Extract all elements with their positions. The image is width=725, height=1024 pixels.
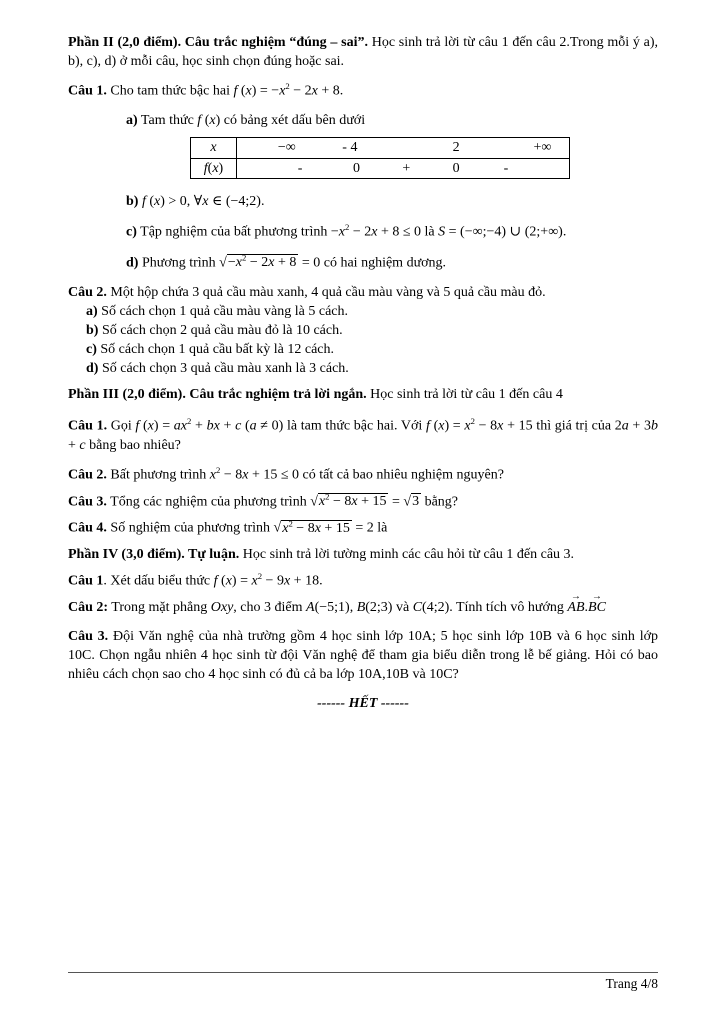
part4-cau3: Câu 3. Đội Văn nghệ của nhà trường gồm 4 học sinh lớp 10A; 5 học sinh lớp 10B và 6 học sinh lớp 10C. Chọn ngẫu nhiên 4 học sinh từ đội Văn nghệ để tham gia biểu diễn trong lễ bế giảng. Hỏi có bao nhiêu cách chọn sao cho 4 học sinh có đủ cả ba lớp 10A,10B và 10C? — [68, 628, 658, 682]
page-number: Trang 4/8 — [605, 976, 658, 991]
part4-cau1: Câu 1. Xét dấu biểu thức f $(x) = x^2 - 9x + 18$. — [68, 571, 323, 589]
sign-cell-zero-1: 0 — [353, 160, 361, 176]
part2-cau1: Câu 1. Cho tam thức bậc hai f $(x) = -x^2 - 2x + 8$. — [68, 81, 344, 99]
part2-cau1-item-d: d) Phương trình $√-x^2 - 2x + 8 = 0$ có hai nghiệm dương. — [126, 252, 447, 271]
part2-cau1-item-c: c) Tập nghiệm của bất phương trình $-x^2 - 2x + 8 \le 0$ là S = (−∞;−4) ∪ (2;+∞). — [126, 221, 567, 240]
sign-table-label-fx: f(x) — [191, 159, 237, 178]
part2-cau2-item-d: d) Số cách chọn 3 quả cầu màu xanh là 3 cách. — [86, 361, 349, 377]
sign-cell-minus-four: - 4 — [342, 139, 358, 155]
sign-cell-minus-2: - — [503, 160, 509, 176]
part4-heading: Phần IV (3,0 điểm). Tự luận. Học sinh trả lời tường minh các câu hỏi từ câu 1 đến câu 3. — [68, 547, 575, 563]
part3-cau1: Câu 1. Gọi f $(x) = ax^2$ + bx + c (a ≠ 0) là tam thức bậc hai. Với f $(x) = x^2 - 8x + 15$ thì giá trị của 2a + 3b + c bằng bao nhiêu? — [68, 416, 658, 454]
sign-cell-two: 2 — [452, 139, 460, 155]
sign-table — [190, 137, 570, 179]
sign-cell-neg-infinity: −∞ — [277, 139, 296, 155]
part3-cau2: Câu 2. Bất phương trình $x^2 - 8x + 15 \le 0$ có tất cả bao nhiêu nghiệm nguyên? — [68, 465, 504, 483]
part2-cau2-item-b: b) Số cách chọn 2 quả cầu màu đỏ là 10 cách. — [86, 323, 343, 339]
sign-table-row-fx — [191, 158, 569, 178]
part3-cau3: Câu 3. Tổng các nghiệm của phương trình $√x^2 - 8x + 15 = √3$ bằng? — [68, 491, 459, 510]
part2-cau2: Câu 2. Một hộp chứa 3 quả cầu màu xanh, 4 quả cầu màu vàng và 5 quả cầu màu đỏ. — [68, 285, 546, 301]
sign-cell-zero-2: 0 — [452, 160, 460, 176]
end-marker: ------ HẾT ------ — [317, 696, 409, 711]
sign-cell-pos-infinity: +∞ — [533, 139, 552, 155]
part2-cau2-item-c: c) Số cách chọn 1 quả cầu bất kỳ là 12 cách. — [86, 342, 335, 358]
part2-cau1-item-a: a) Tam thức f (x) có bảng xét dấu bên dưới — [126, 112, 366, 128]
part2-cau1-item-b: b) f (x) > 0, ∀x ∈ (−4;2). — [126, 193, 265, 209]
sign-table-values-x — [237, 138, 569, 158]
sign-table-row-x — [191, 138, 569, 158]
sign-table-values-fx — [237, 159, 569, 178]
part2-cau2-item-a: a) Số cách chọn 1 quả cầu màu vàng là 5 cách. — [86, 304, 349, 320]
part4-cau2: Câu 2: Trong mặt phẳng Oxy, cho 3 điểm A(−5;1), B(2;3) và C(4;2). Tính tích vô hướng AB →.BC → — [68, 598, 658, 617]
sign-cell-minus-1: - — [297, 160, 303, 176]
part3-heading: Phần III (2,0 điểm). Câu trắc nghiệm trả lời ngắn. Học sinh trả lời từ câu 1 đến câu 4 — [68, 387, 563, 403]
sign-table-label-x: x — [191, 138, 237, 158]
part2-heading: Phần II (2,0 điểm). Câu trắc nghiệm “đúng – sai”. Học sinh trả lời từ câu 1 đến câu 2.Trong mỗi ý a), b), c), d) ở mỗi câu, học sinh chọn đúng hoặc sai. — [68, 35, 658, 70]
part3-cau4: Câu 4. Số nghiệm của phương trình $√x^2 - 8x + 15 = 2$ là — [68, 518, 388, 537]
footer — [68, 972, 658, 992]
sign-cell-plus: + — [402, 160, 411, 176]
